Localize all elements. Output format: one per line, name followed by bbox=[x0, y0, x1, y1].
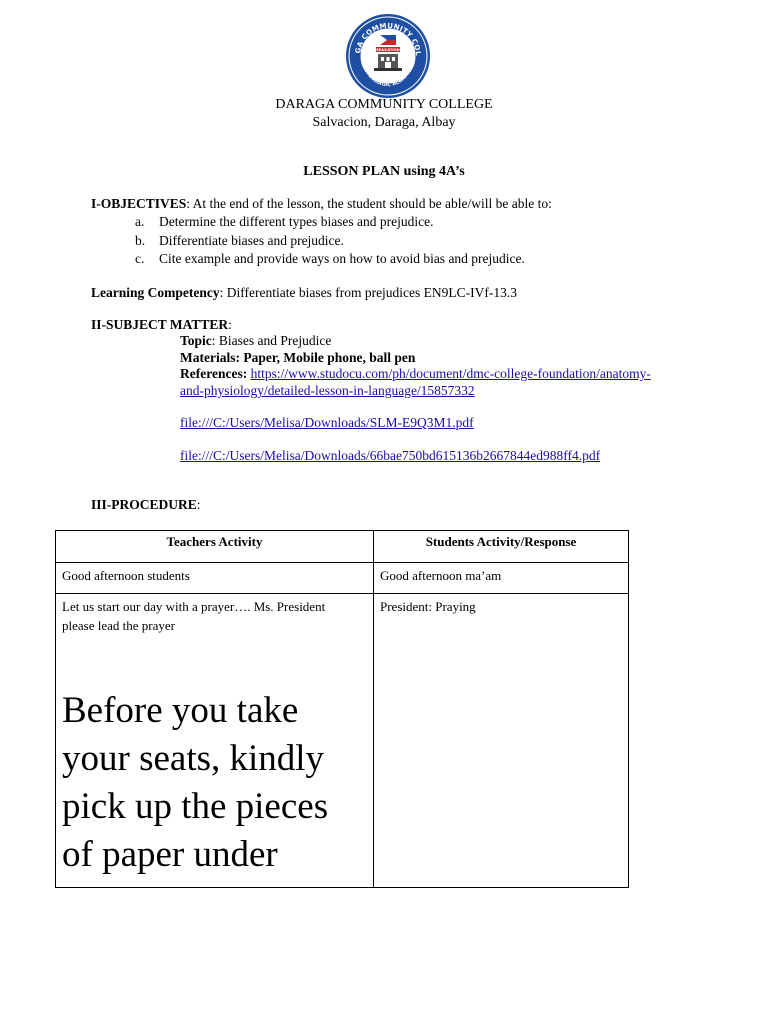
procedure-heading: III-PROCEDURE bbox=[91, 497, 197, 512]
students-activity-header: Students Activity/Response bbox=[374, 531, 629, 563]
objective-text: Cite example and provide ways on how to avoid bias and prejudice. bbox=[159, 251, 525, 266]
teachers-activity-header: Teachers Activity bbox=[56, 531, 374, 563]
objective-text: Determine the different types biases and prejudice. bbox=[159, 214, 434, 229]
learning-competency bbox=[91, 285, 517, 301]
teacher-large-text: Before you take your seats, kindly pick up the pieces of paper under bbox=[62, 690, 329, 875]
reference-link-1-cont[interactable]: and-physiology/detailed-lesson-in-language/15857332 bbox=[180, 383, 475, 398]
objective-text: Differentiate biases and prejudice. bbox=[159, 233, 344, 248]
objective-item bbox=[135, 214, 434, 230]
subject-matter-heading: II-SUBJECT MATTER bbox=[91, 317, 229, 332]
reference-line-3 bbox=[180, 415, 474, 431]
procedure-colon: : bbox=[196, 497, 201, 512]
objective-marker: b. bbox=[135, 233, 146, 248]
reference-line-2 bbox=[180, 383, 475, 399]
lesson-plan-title: LESSON PLAN using 4A’s bbox=[303, 164, 465, 179]
logo-banner-text: EDUCATION bbox=[376, 48, 400, 52]
table-row bbox=[56, 563, 629, 594]
logo-ring-top: GA COMMUNITY COL bbox=[354, 21, 423, 57]
student-line: President: Praying bbox=[380, 599, 476, 614]
objectives-intro: : At the end of the lesson, the student should be able/will be able to: bbox=[186, 196, 552, 211]
references-line bbox=[180, 366, 651, 382]
objective-item bbox=[135, 251, 525, 267]
teacher-line: Good afternoon students bbox=[62, 568, 190, 583]
reference-link-1[interactable]: https://www.studocu.com/ph/document/dmc-college-foundation/anatomy- bbox=[250, 366, 651, 381]
materials-value: Paper, Mobile phone, ball pen bbox=[239, 350, 416, 365]
teacher-line: please lead the prayer bbox=[62, 618, 175, 633]
college-logo bbox=[344, 12, 432, 100]
competency-label: Learning Competency bbox=[91, 285, 220, 300]
objectives-heading: I-OBJECTIVES bbox=[91, 196, 187, 211]
reference-link-3[interactable]: file:///C:/Users/Melisa/Downloads/66bae750bd615136b2667844ed988ff4.pdf bbox=[180, 448, 601, 463]
subject-matter-heading-line bbox=[91, 317, 232, 333]
topic-value: : Biases and Prejudice bbox=[211, 333, 332, 348]
table-header-row bbox=[56, 531, 629, 563]
references-label: References: bbox=[180, 366, 248, 381]
objective-marker: a. bbox=[135, 214, 145, 229]
topic-label: Topic bbox=[180, 333, 212, 348]
student-line: Good afternoon ma’am bbox=[380, 568, 502, 583]
objectives-heading-line bbox=[91, 196, 552, 212]
materials-line bbox=[180, 350, 415, 366]
table-row bbox=[56, 594, 629, 888]
student-cell bbox=[374, 563, 629, 594]
procedure-heading-line bbox=[91, 497, 201, 513]
objective-item bbox=[135, 233, 344, 249]
student-cell bbox=[374, 594, 629, 888]
reference-line-4 bbox=[180, 448, 600, 464]
teacher-cell bbox=[56, 563, 374, 594]
logo-ring-bottom: DARAGA, ALBAY bbox=[366, 73, 410, 89]
topic-line bbox=[180, 333, 331, 349]
college-seal-icon bbox=[344, 12, 432, 100]
competency-text: : Differentiate biases from prejudices EN9LC-IVf-13.3 bbox=[219, 285, 518, 300]
teacher-line: Let us start our day with a prayer…. Ms. President bbox=[62, 599, 326, 614]
school-address: Salvacion, Daraga, Albay bbox=[312, 115, 456, 130]
materials-label: Materials: bbox=[180, 350, 240, 365]
procedure-table bbox=[55, 530, 629, 888]
reference-link-2[interactable]: file:///C:/Users/Melisa/Downloads/SLM-E9Q3M1.pdf bbox=[180, 415, 474, 430]
subject-matter-colon: : bbox=[228, 317, 232, 332]
school-name: DARAGA COMMUNITY COLLEGE bbox=[275, 97, 493, 112]
objective-marker: c. bbox=[135, 251, 145, 266]
teacher-cell bbox=[56, 594, 374, 888]
